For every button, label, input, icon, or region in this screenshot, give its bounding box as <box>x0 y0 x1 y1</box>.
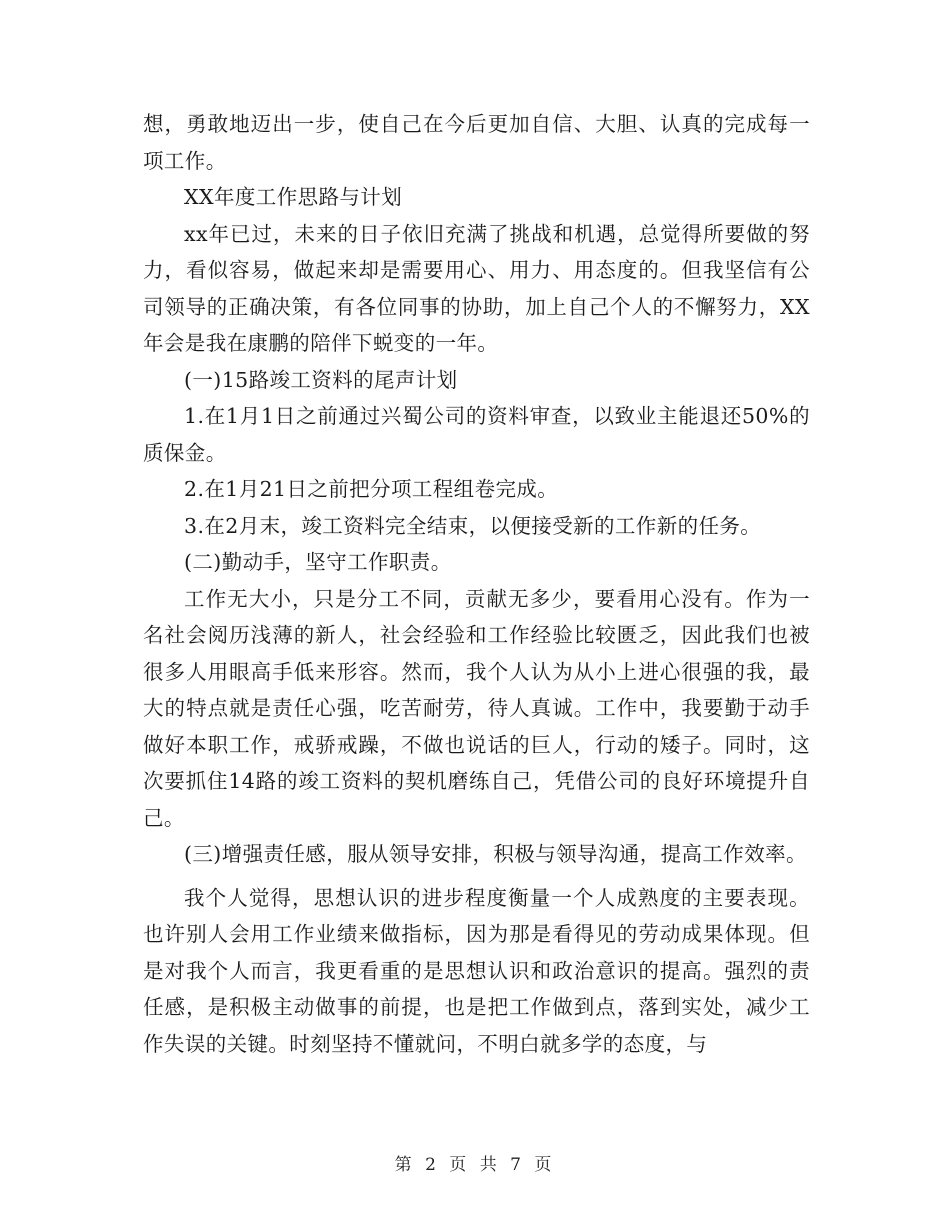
list-item-2: 2.在1月21日之前把分项工程组卷完成。 <box>184 477 559 501</box>
subheading-1: (一)15路竣工资料的尾声计划 <box>184 367 458 392</box>
paragraph-diligence: 工作无大小，只是分工不同，贡献无多少，要看用心没有。作为一名社会阅历浅薄的新人，社会经验和工作经验比较匮乏，因此我们也被很多人用眼高手低来形容。然而，我个人认为从小上进心很强的我，最大的特点就是责任心强，吃苦耐劳，待人真诚。工作中，我要勤于动手做好本职工作，戒骄戒躁，不做也说话的巨人，行动的矮子。同时，这次要抓住14路的竣工资料的契机磨练自己，凭借公司的良好环境提升自己。 <box>143 586 810 830</box>
document-body <box>143 106 810 1062</box>
subheading-2: (二)勤动手，坚守工作职责。 <box>184 550 452 574</box>
paragraph-continuation: 想，勇敢地迈出一步，使自己在今后更加自信、大胆、认真的完成每一项工作。 <box>143 112 810 173</box>
paragraph-responsibility: 我个人觉得，思想认识的进步程度衡量一个人成熟度的主要表现。也许别人会用工作业绩来做指标，因为那是看得见的劳动成果体现。但是对我个人而言，我更看重的是思想认识和政治意识的提高。强烈的责任感，是积极主动做事的前提，也是把工作做到点，落到实处，减少工作失误的关键。时刻坚持不懂就问，不明白就多学的态度，与 <box>143 885 810 1056</box>
subheading-3: (三)增强责任感，服从领导安排，积极与领导沟通，提高工作效率。 <box>184 842 807 866</box>
paragraph-intro: xx年已过，未来的日子依旧充满了挑战和机遇，总觉得所要做的努力，看似容易，做起来却是需要用心、用力、用态度的。但我坚信有公司领导的正确决策，有各位同事的协助，加上自己个人的不懈努力，XX年会是我在康鹏的陪伴下蜕变的一年。 <box>143 221 810 355</box>
section-heading-plan: XX年度工作思路与计划 <box>184 185 403 209</box>
page-number-footer: 第 2 页 共 7 页 <box>394 1155 556 1175</box>
list-item-1: 1.在1月1日之前通过兴蜀公司的资料审查，以致业主能退还50%的质保金。 <box>143 404 810 465</box>
list-item-3: 3.在2月末，竣工资料完全结束，以便接受新的工作新的任务。 <box>184 513 762 538</box>
